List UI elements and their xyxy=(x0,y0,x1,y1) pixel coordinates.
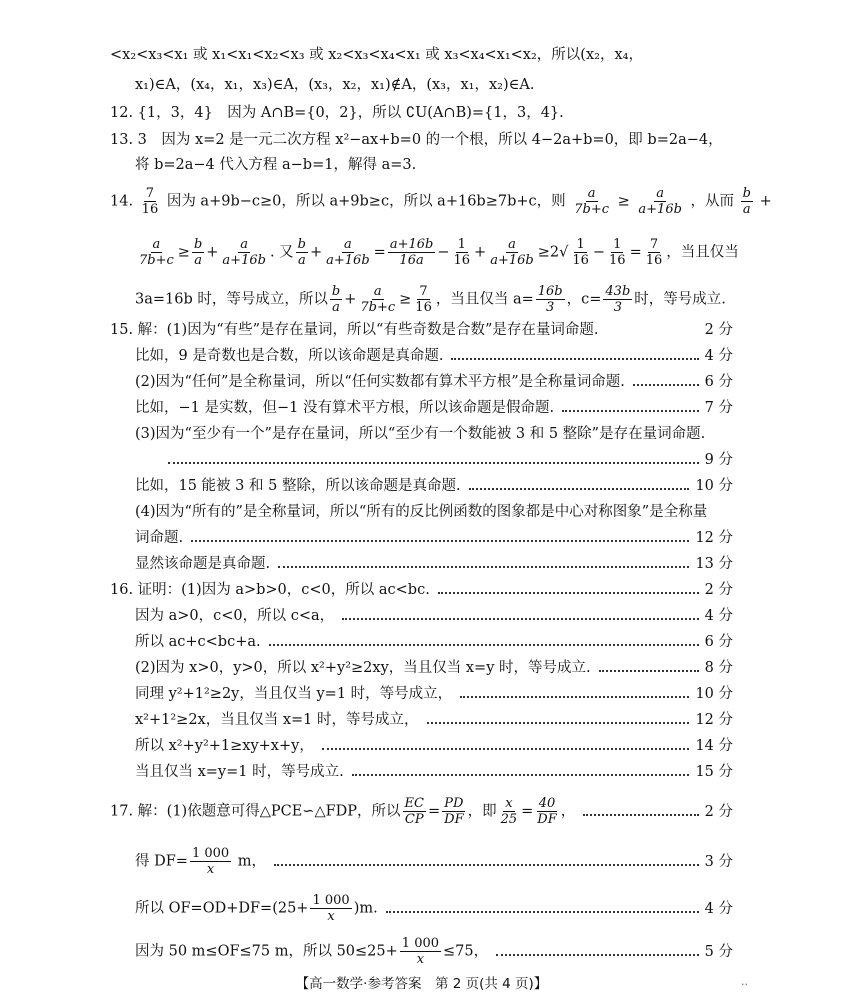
q17-row-1: 17. 解：(1)依题意可得△PCE∽△FDP，所以 $\frac{EC}{CP}$ = $\frac{PD}{DF}$ ，即 $\frac{x}{25}$ = $\frac{40}{DF}$ ， 2 分 xyxy=(110,796,733,827)
score-label: 10 分 xyxy=(695,686,733,702)
score-label: 2 分 xyxy=(704,803,733,820)
q14-answer-line-1: 14. $\frac{7}{16}$ 因为 a+9b−c≥0，所以 a+9b≥c，所以 a+16b≥7b+c，则 $\frac{a}{7b+c}$ ≥ $\frac{a}{a+16b}$ ，从而 $\frac{b}{a}$ + xyxy=(110,186,772,217)
score-label: 2 分 xyxy=(704,322,733,338)
q17-row-3: 所以 OF=OD+DF=(25+ $\frac{1 000}{x}$ )m. 4 分 xyxy=(135,893,733,924)
q13-answer-line-2: 将 b=2a−4 代入方程 a−b=1，解得 a=3. xyxy=(135,157,417,173)
score-label: 4 分 xyxy=(704,608,733,624)
q11-continuation-line-1: <x₂<x₃<x₁ 或 x₁<x₁<x₂<x₃ 或 x₂<x₃<x₄<x₁ 或 x₃<x₄<x₁<x₂，所以(x₂，x₄， xyxy=(110,47,643,63)
page-footer: 【高一数学·参考答案 第 2 页(共 4 页)】 xyxy=(295,976,548,992)
score-label: 6 分 xyxy=(704,634,733,650)
score-label: 12 分 xyxy=(695,530,733,546)
score-label: 2 分 xyxy=(704,582,733,598)
score-label: 14 分 xyxy=(695,738,733,754)
score-label: 4 分 xyxy=(704,900,733,917)
q13-answer-line-1: 13. 3 因为 x=2 是一元二次方程 x²−ax+b=0 的一个根，所以 4−2a+b=0，即 b=2a−4， xyxy=(110,132,723,148)
q15-row-3: (2)因为“任何”是全称量词，所以“任何实数都有算术平方根”是全称量词命题. 6 分 xyxy=(135,374,733,390)
q16-row-5: 同理 y²+1²≥2y，当且仅当 y=1 时，等号成立， 10 分 xyxy=(135,686,733,702)
q15-row-2: 比如，9 是奇数也是合数，所以该命题是真命题. 4 分 xyxy=(135,348,733,364)
q11-continuation-line-2: x₁)∈A，(x₄，x₁，x₃)∈A，(x₃，x₂，x₁)∉A，(x₃，x₁，x₂)∈A. xyxy=(135,77,535,93)
q15-row-4: 比如，−1 是实数，但−1 没有算术平方根，所以该命题是假命题. 7 分 xyxy=(135,400,733,416)
q16-row-8: 当且仅当 x=y=1 时，等号成立. 15 分 xyxy=(135,764,733,780)
q14-answer-fraction: $\frac{7}{16}$ xyxy=(141,186,159,217)
q16-row-2: 因为 a>0，c<0，所以 c<a， 4 分 xyxy=(135,608,733,624)
score-label: 9 分 xyxy=(704,452,733,468)
q16-row-4: (2)因为 x>0，y>0，所以 x²+y²≥2xy，当且仅当 x=y 时，等号成立. 8 分 xyxy=(135,660,733,676)
q16-row-7: 所以 x²+y²+1≥xy+x+y， 14 分 xyxy=(135,738,733,754)
q15-row-7: 比如，15 能被 3 和 5 整除，所以该命题是真命题. 10 分 xyxy=(135,478,733,494)
score-label: 13 分 xyxy=(695,556,733,572)
q15-row-8: (4)因为“所有的”是全称量词，所以“所有的反比例函数的图象都是中心对称图象”是全称量 xyxy=(135,504,708,520)
score-label: 4 分 xyxy=(704,348,733,364)
q15-row-9: 词命题. 12 分 xyxy=(135,530,733,546)
corner-mark: ·· xyxy=(741,978,748,991)
score-label: 10 分 xyxy=(695,478,733,494)
q15-row-6 xyxy=(160,450,733,470)
score-label: 8 分 xyxy=(704,660,733,676)
q16-row-3: 所以 ac+c<bc+a. 6 分 xyxy=(135,634,733,650)
score-label: 12 分 xyxy=(695,712,733,728)
q17-row-4: 因为 50 m≤OF≤75 m，所以 50≤25+ $\frac{1 000}{x}$ ≤75， 5 分 xyxy=(135,936,733,967)
score-label: 5 分 xyxy=(704,943,733,960)
q15-row-5: (3)因为“至少有一个”是存在量词，所以“至少有一个数能被 3 和 5 整除”是存在量词命题. xyxy=(135,426,706,442)
score-label: 3 分 xyxy=(704,853,733,870)
score-label: 15 分 xyxy=(695,764,733,780)
q14-answer-line-3: 3a=16b 时，等号成立，所以 $\frac{b}{a}$ + $\frac{a}{7b+c}$ ≥ $\frac{7}{16}$ ，当且仅当 a= $\frac{16b}{3}$ ，c= $\frac{43b}{3}$ 时，等号成立. xyxy=(135,284,726,315)
score-label: 6 分 xyxy=(704,374,733,390)
q16-row-6: x²+1²≥2x，当且仅当 x=1 时，等号成立， 12 分 xyxy=(135,712,733,728)
q15-row-1: 15. 解：(1)因为“有些”是存在量词，所以“有些奇数是合数”是存在量词命题. 2 分 xyxy=(110,322,733,338)
score-label: 7 分 xyxy=(704,400,733,416)
q14-answer-line-2: $\frac{a}{7b+c}$ ≥ $\frac{b}{a}$ + $\frac{a}{a+16b}$ . 又 $\frac{b}{a}$ + $\frac{a}{a+16b}$ = $\frac{a+16b}{16a}$ − $\frac{1}{16}$ + $\frac{a}{a+16b}$ ≥2√ $\frac{1}{16}$ − $\frac{1}{16}$ = $\frac{7}{16}$ ，当且仅当 xyxy=(139,237,739,268)
q12-answer: 12. {1，3，4} 因为 A∩B={0，2}，所以 ∁U(A∩B)={1，3，4}. xyxy=(110,105,564,121)
q17-row-2: 得 DF= $\frac{1 000}{x}$ m， 3 分 xyxy=(135,846,733,877)
q15-row-10: 显然该命题是真命题. 13 分 xyxy=(135,556,733,572)
q16-row-1: 16. 证明：(1)因为 a>b>0，c<0，所以 ac<bc. 2 分 xyxy=(110,582,733,598)
